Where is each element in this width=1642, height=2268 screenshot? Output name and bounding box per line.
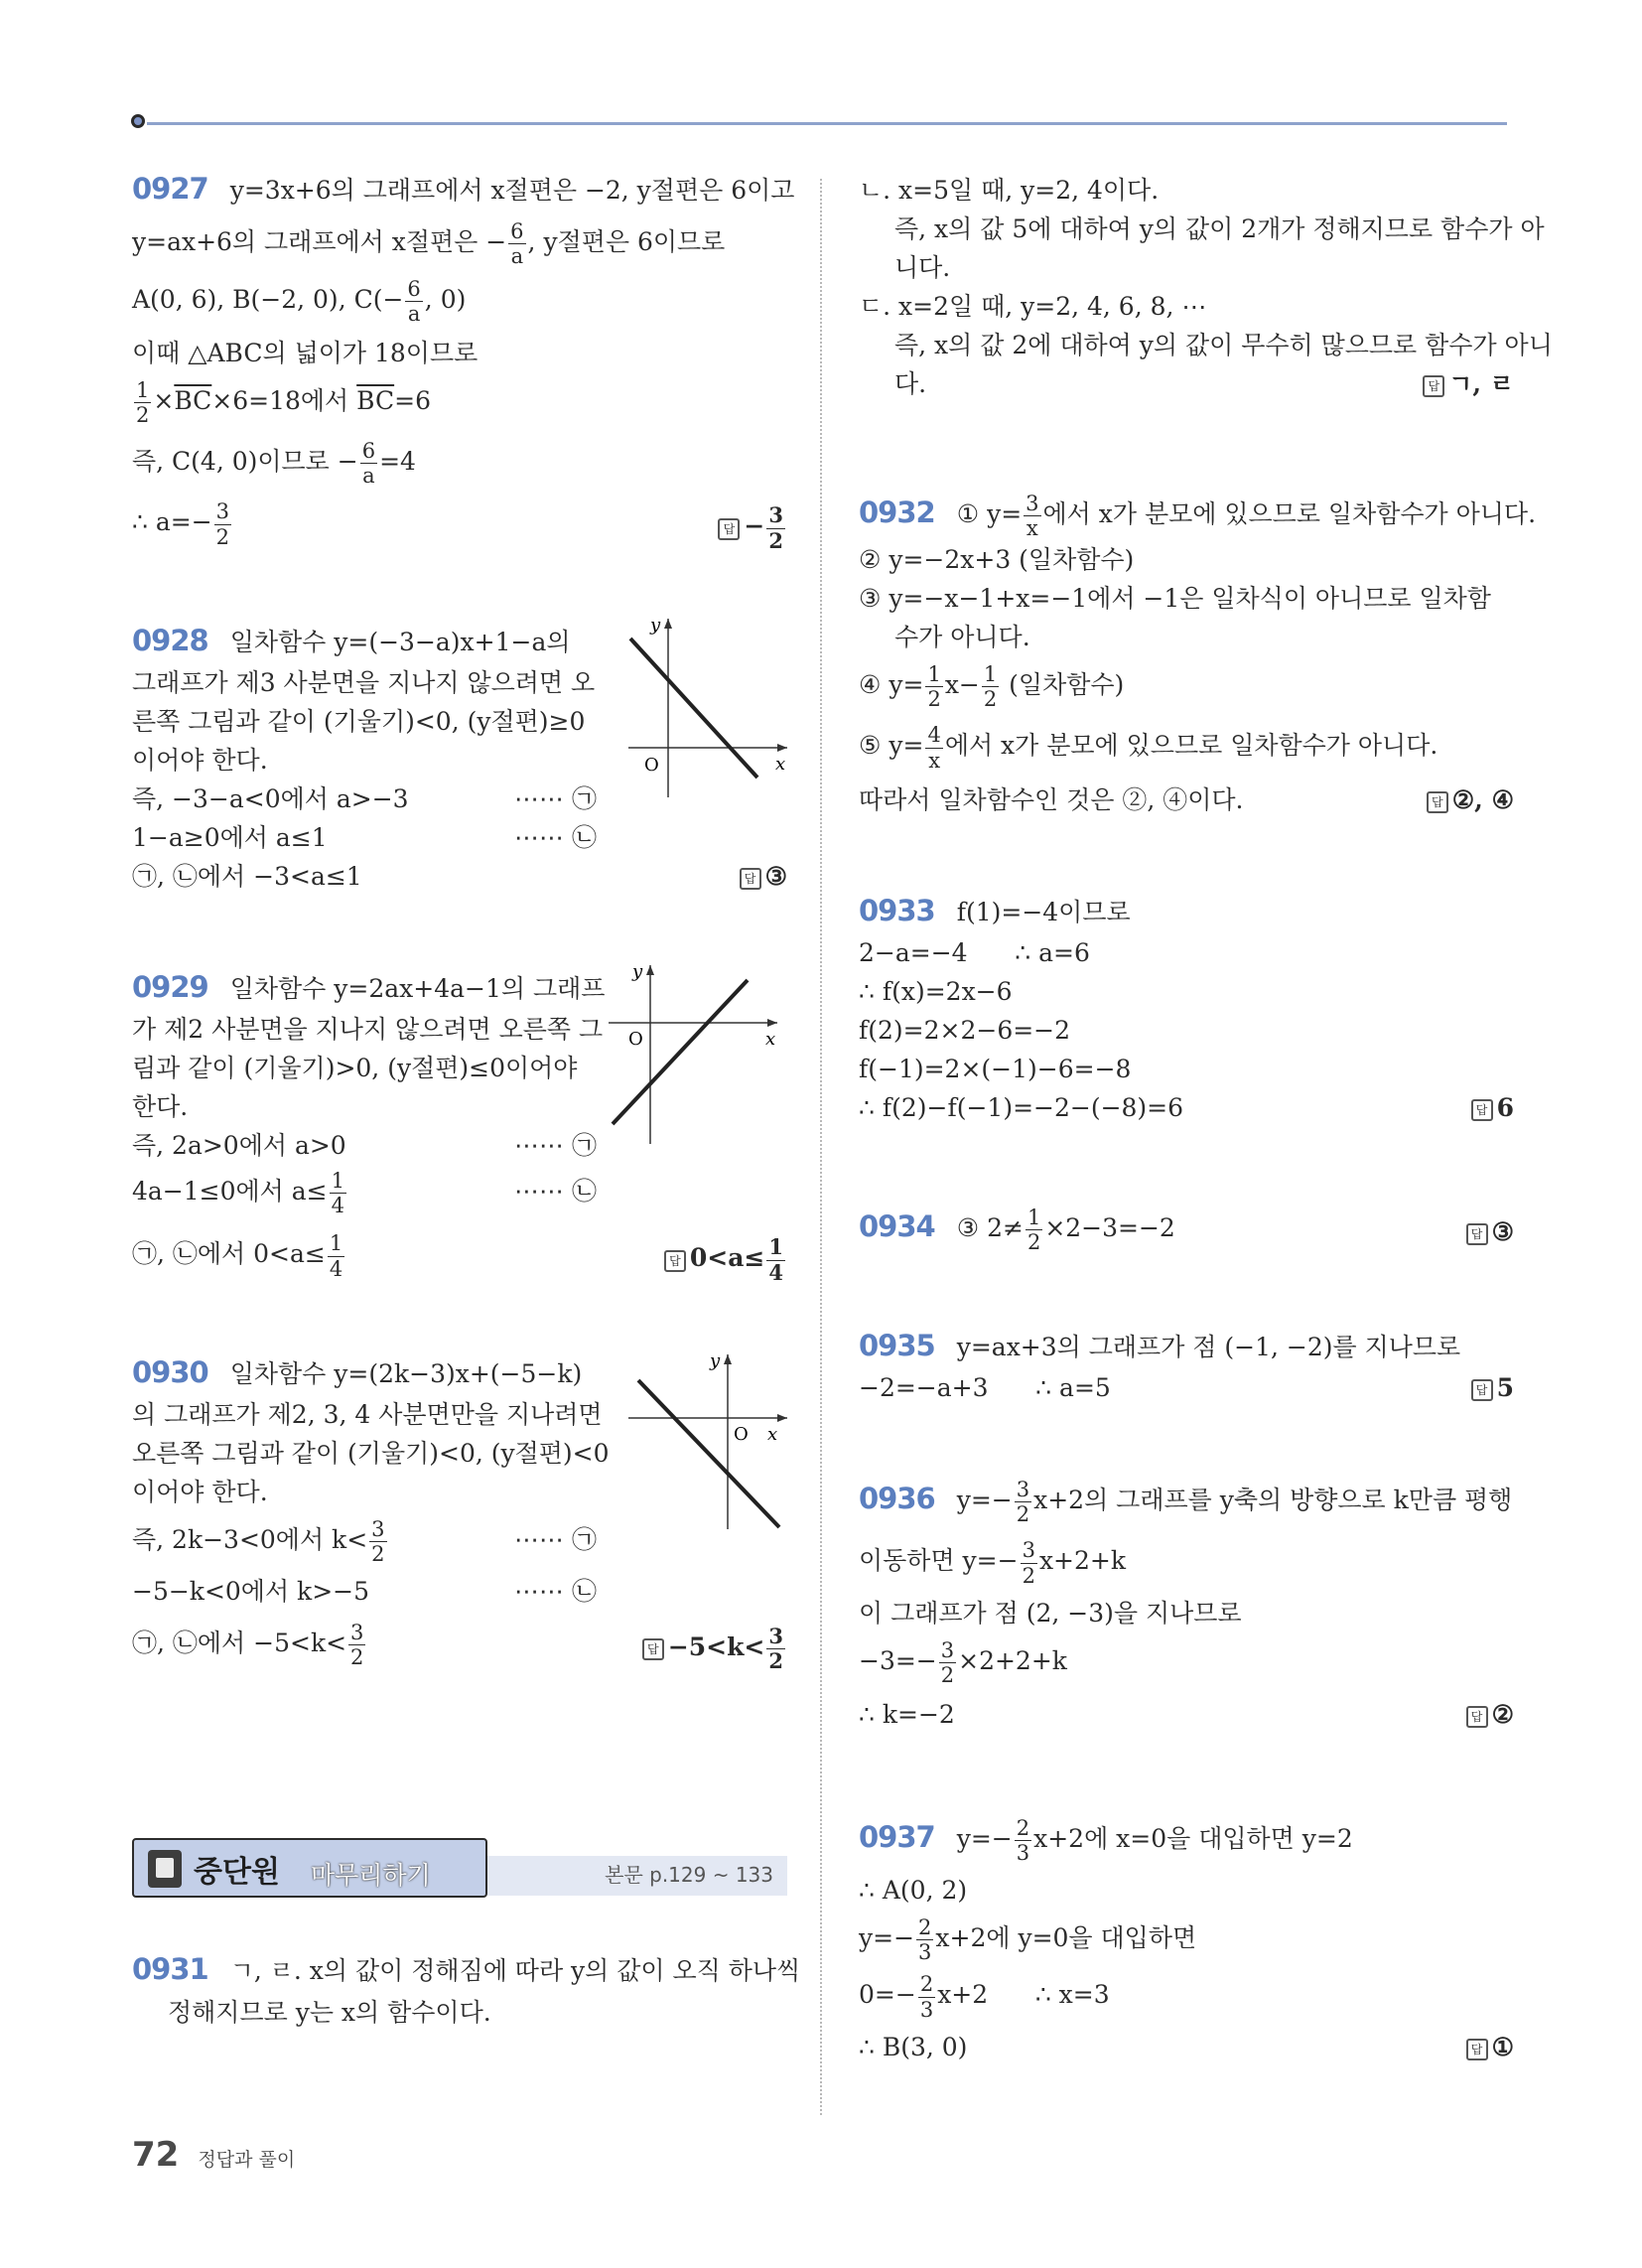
line: (일차함수) [1001, 670, 1125, 700]
line: 수가 아니다. [894, 623, 1030, 652]
graph-0928 [628, 619, 787, 802]
line: x+2 ∴ x=3 [937, 1980, 1110, 2010]
line: 그래프가 제3 사분면을 지나지 않으려면 오 [132, 667, 596, 697]
line: −3=− [859, 1645, 937, 1675]
line: 즉, 2a>0에서 a>0 [132, 1131, 346, 1161]
fraction: $\frac{4}{x}$ [927, 723, 941, 773]
graph-x-label: x [767, 1423, 778, 1445]
right-column [859, 171, 1553, 2146]
graph-x-label: x [765, 1028, 776, 1050]
line: y=− [956, 1824, 1013, 1854]
line: x− [944, 670, 980, 700]
graph-y-label: y [632, 964, 643, 982]
line: ∴ f(x)=2x−6 [859, 976, 1013, 1006]
problem-0932 [859, 491, 1537, 819]
notebook-icon [148, 1850, 182, 1888]
fraction: $\frac{3}{2}$ [350, 1621, 364, 1670]
line: 에서 x가 분모에 있으므로 일차함수가 아니다. [944, 731, 1438, 761]
line: 한다. [132, 1092, 189, 1122]
line: ×2+2+k [958, 1645, 1067, 1675]
line: 다. [894, 369, 927, 398]
line: 2−a=−4 ∴ a=6 [859, 937, 1090, 967]
fraction: $\frac{1}{2}$ [927, 662, 941, 712]
banner-title: 중단원 [194, 1855, 280, 1891]
line: =4 [379, 447, 416, 477]
line: =6 [394, 385, 431, 415]
line: ㄱ, ㄹ. x의 값이 정해짐에 따라 y의 값이 오직 하나씩 [229, 1956, 801, 1986]
line: ① y= [956, 499, 1023, 528]
fraction: $\frac{1}{2}$ [136, 377, 150, 427]
problem-number: 0933 [859, 893, 935, 927]
line: f(1)=−4이므로 [956, 897, 1131, 926]
line: 의 그래프가 제2, 3, 4 사분면만을 지나려면 [132, 1399, 603, 1429]
line: ㉠, ㉡에서 −5<k< [132, 1629, 347, 1658]
line: 이어야 한다. [132, 1477, 268, 1506]
banner-subtitle: 마무리하기 [311, 1861, 431, 1891]
answer: 답 5 [1471, 1368, 1514, 1407]
problem-0931-continued [859, 171, 1553, 403]
left-column [132, 167, 801, 2111]
problem-number: 0934 [859, 1208, 935, 1243]
line: 0=− [859, 1980, 916, 2010]
line: 오른쪽 그림과 같이 (기울기)<0, (y절편)<0 [132, 1438, 610, 1468]
line: 림과 같이 (기울기)>0, (y절편)≤0이어야 [132, 1054, 578, 1083]
line: ㄴ. x=5일 때, y=2, 4이다. [859, 176, 1160, 205]
fraction: $\frac{6}{a}$ [407, 276, 421, 326]
problem-0937 [859, 1815, 1514, 2066]
line: ㄷ. x=2일 때, y=2, 4, 6, 8, ⋯ [859, 292, 1207, 321]
tag: ⋯⋯ ㉡ [514, 822, 597, 852]
line: ㉠, ㉡에서 0<a≤ [132, 1239, 326, 1269]
answer: 답 0<a≤ $\frac{1}{4}$ [664, 1235, 787, 1284]
line: x+2+k [1038, 1546, 1127, 1576]
answer: 답 ②, ④ [1427, 780, 1514, 819]
line: y=3x+6의 그래프에서 x절편은 −2, y절편은 6이고 [229, 176, 795, 205]
problem-number: 0937 [859, 1820, 935, 1855]
line: × [153, 385, 175, 415]
line: 즉, x의 값 5에 대하여 y의 값이 2개가 정해지므로 함수가 아 [894, 214, 1545, 243]
line: , 0) [424, 284, 467, 314]
line: 이동하면 y=− [859, 1546, 1019, 1576]
line: y=ax+3의 그래프가 점 (−1, −2)를 지나므로 [956, 1333, 1461, 1362]
page-number: 72 [132, 2135, 180, 2175]
line: ⑤ y= [859, 731, 924, 761]
graph-y-label: y [650, 618, 661, 636]
line: y=− [956, 1486, 1013, 1515]
line: −5−k<0에서 k>−5 [132, 1577, 369, 1607]
graph-0929 [609, 965, 787, 1149]
fraction: $\frac{3}{2}$ [1016, 1478, 1030, 1527]
graph-0930 [628, 1350, 787, 1534]
line: 따라서 일차함수인 것은 ②, ④이다. [859, 784, 1244, 814]
line: 정해지므로 y는 x의 함수이다. [168, 1997, 491, 2027]
problem-number: 0935 [859, 1329, 935, 1363]
line: 즉, C(4, 0)이므로 − [132, 447, 358, 477]
problem-number: 0929 [132, 969, 208, 1004]
column-divider [820, 179, 822, 2115]
tag: ⋯⋯ ㉠ [514, 1131, 597, 1161]
line: ④ y= [859, 670, 924, 700]
line: 일차함수 y=2ax+4a−1의 그래프 [229, 973, 606, 1003]
fraction: $\frac{3}{2}$ [940, 1637, 955, 1687]
line: 일차함수 y=(−3−a)x+1−a의 [229, 627, 571, 656]
line: 즉, 2k−3<0에서 k< [132, 1525, 368, 1555]
line: 이어야 한다. [132, 745, 268, 775]
tag: ⋯⋯ ㉡ [514, 1177, 597, 1206]
problem-0933 [859, 889, 1514, 1127]
answer: 답 ① [1466, 2028, 1514, 2066]
line: 니다. [894, 253, 951, 282]
header-rule [147, 122, 1507, 125]
problem-0930 [132, 1349, 787, 1674]
line: f(−1)=2×(−1)−6=−8 [859, 1054, 1132, 1083]
problem-number: 0932 [859, 496, 935, 529]
page-label: 정답과 풀이 [198, 2149, 296, 2171]
graph-x-label: x [775, 753, 786, 775]
line: 즉, x의 값 2에 대하여 y의 값이 무수히 많으므로 함수가 아니 [894, 331, 1553, 359]
fraction: $\frac{6}{a}$ [510, 219, 524, 269]
answer: 답 ㄱ, ㄹ [1423, 364, 1514, 403]
fraction: $\frac{1}{2}$ [983, 662, 998, 712]
fraction: $\frac{2}{3}$ [918, 1915, 932, 1965]
problem-number: 0928 [132, 623, 208, 657]
answer: 답 − $\frac{3}{2}$ [718, 503, 787, 552]
line: −2=−a+3 ∴ a=5 [859, 1373, 1111, 1403]
line: ㉠, ㉡에서 −3<a≤1 [132, 861, 362, 891]
line: ② y=−2x+3 (일차함수) [859, 545, 1135, 575]
page-footer [132, 2135, 295, 2175]
problem-0931 [132, 1947, 801, 2031]
line: ∴ a=− [132, 507, 212, 537]
fraction: $\frac{3}{x}$ [1026, 491, 1039, 540]
problem-number: 0931 [132, 1952, 208, 1987]
header-bullet [131, 114, 145, 128]
line: 즉, −3−a<0에서 a>−3 [132, 783, 409, 813]
line: ∴ f(2)−f(−1)=−2−(−8)=6 [859, 1092, 1184, 1122]
problem-number: 0927 [132, 172, 208, 206]
answer: 답 ③ [1466, 1212, 1514, 1251]
line: , y절편은 6이므로 [527, 227, 726, 257]
line: ∴ k=−2 [859, 1700, 955, 1730]
fraction: $\frac{3}{2}$ [371, 1516, 385, 1567]
line: 이 그래프가 점 (2, −3)을 지나므로 [859, 1598, 1242, 1628]
line: ×2−3=−2 [1044, 1212, 1175, 1242]
segment-bc: $\overline{BC}$ [356, 385, 395, 415]
problem-0927 [132, 167, 795, 553]
line: ×6=18에서 [211, 385, 357, 415]
line: 1−a≥0에서 a≤1 [132, 822, 328, 852]
answer: 답 ③ [740, 857, 787, 896]
line: ∴ A(0, 2) [859, 1876, 968, 1906]
problem-number: 0930 [132, 1354, 208, 1389]
fraction: $\frac{1}{4}$ [329, 1231, 343, 1281]
graph-y-label: y [710, 1349, 721, 1371]
graph-origin-label: O [734, 1423, 749, 1445]
problem-0928 [132, 619, 787, 896]
banner-box [132, 1838, 487, 1898]
answer: 답 −5<k< $\frac{3}{2}$ [642, 1625, 787, 1673]
line: 이때 △ABC의 넓이가 18이므로 [132, 338, 479, 367]
line: y=ax+6의 그래프에서 x절편은 − [132, 227, 507, 257]
banner-reference: 본문 p.129 ~ 133 [605, 1863, 773, 1888]
fraction: $\frac{3}{2}$ [1022, 1538, 1035, 1588]
segment-bc: $\overline{BC}$ [174, 385, 212, 415]
line: ③ 2≠ [956, 1212, 1024, 1242]
line: 가 제2 사분면을 지나지 않으려면 오른쪽 그 [132, 1015, 604, 1045]
line: 일차함수 y=(2k−3)x+(−5−k) [229, 1358, 583, 1388]
graph-origin-label: O [628, 1028, 643, 1050]
line: x+2에 x=0을 대입하면 y=2 [1033, 1824, 1353, 1854]
graph-origin-label: O [644, 754, 659, 776]
fraction: $\frac{6}{a}$ [361, 439, 376, 489]
line: ∴ B(3, 0) [859, 2032, 968, 2061]
fraction: $\frac{1}{2}$ [1026, 1205, 1041, 1254]
answer: 답 ② [1466, 1695, 1514, 1734]
line: y=− [859, 1923, 915, 1953]
line: 른쪽 그림과 같이 (기울기)<0, (y절편)≥0 [132, 706, 586, 736]
tag: ⋯⋯ ㉠ [514, 783, 597, 813]
line: f(2)=2×2−6=−2 [859, 1015, 1071, 1045]
problem-0935 [859, 1324, 1514, 1407]
problem-number: 0936 [859, 1482, 935, 1516]
fraction: $\frac{1}{4}$ [331, 1169, 344, 1218]
line: 에서 x가 분모에 있으므로 일차함수가 아니다. [1042, 499, 1537, 528]
section-banner [132, 1838, 787, 1908]
line: x+2에 y=0을 대입하면 [935, 1923, 1197, 1953]
line: ③ y=−x−1+x=−1에서 −1은 일차식이 아니므로 일차함 [859, 584, 1491, 614]
problem-0936 [859, 1477, 1514, 1734]
problem-0929 [132, 964, 787, 1285]
line: 4a−1≤0에서 a≤ [132, 1177, 328, 1206]
tag: ⋯⋯ ㉠ [514, 1525, 597, 1555]
answer: 답 6 [1471, 1088, 1514, 1127]
problem-0934 [859, 1205, 1514, 1254]
line: A(0, 6), B(−2, 0), C(− [132, 284, 404, 314]
line: x+2의 그래프를 y축의 방향으로 k만큼 평행 [1033, 1486, 1513, 1515]
fraction: $\frac{2}{3}$ [1016, 1815, 1030, 1866]
fraction: $\frac{2}{3}$ [919, 1972, 934, 2022]
tag: ⋯⋯ ㉡ [514, 1577, 597, 1607]
fraction: $\frac{3}{2}$ [215, 499, 230, 549]
